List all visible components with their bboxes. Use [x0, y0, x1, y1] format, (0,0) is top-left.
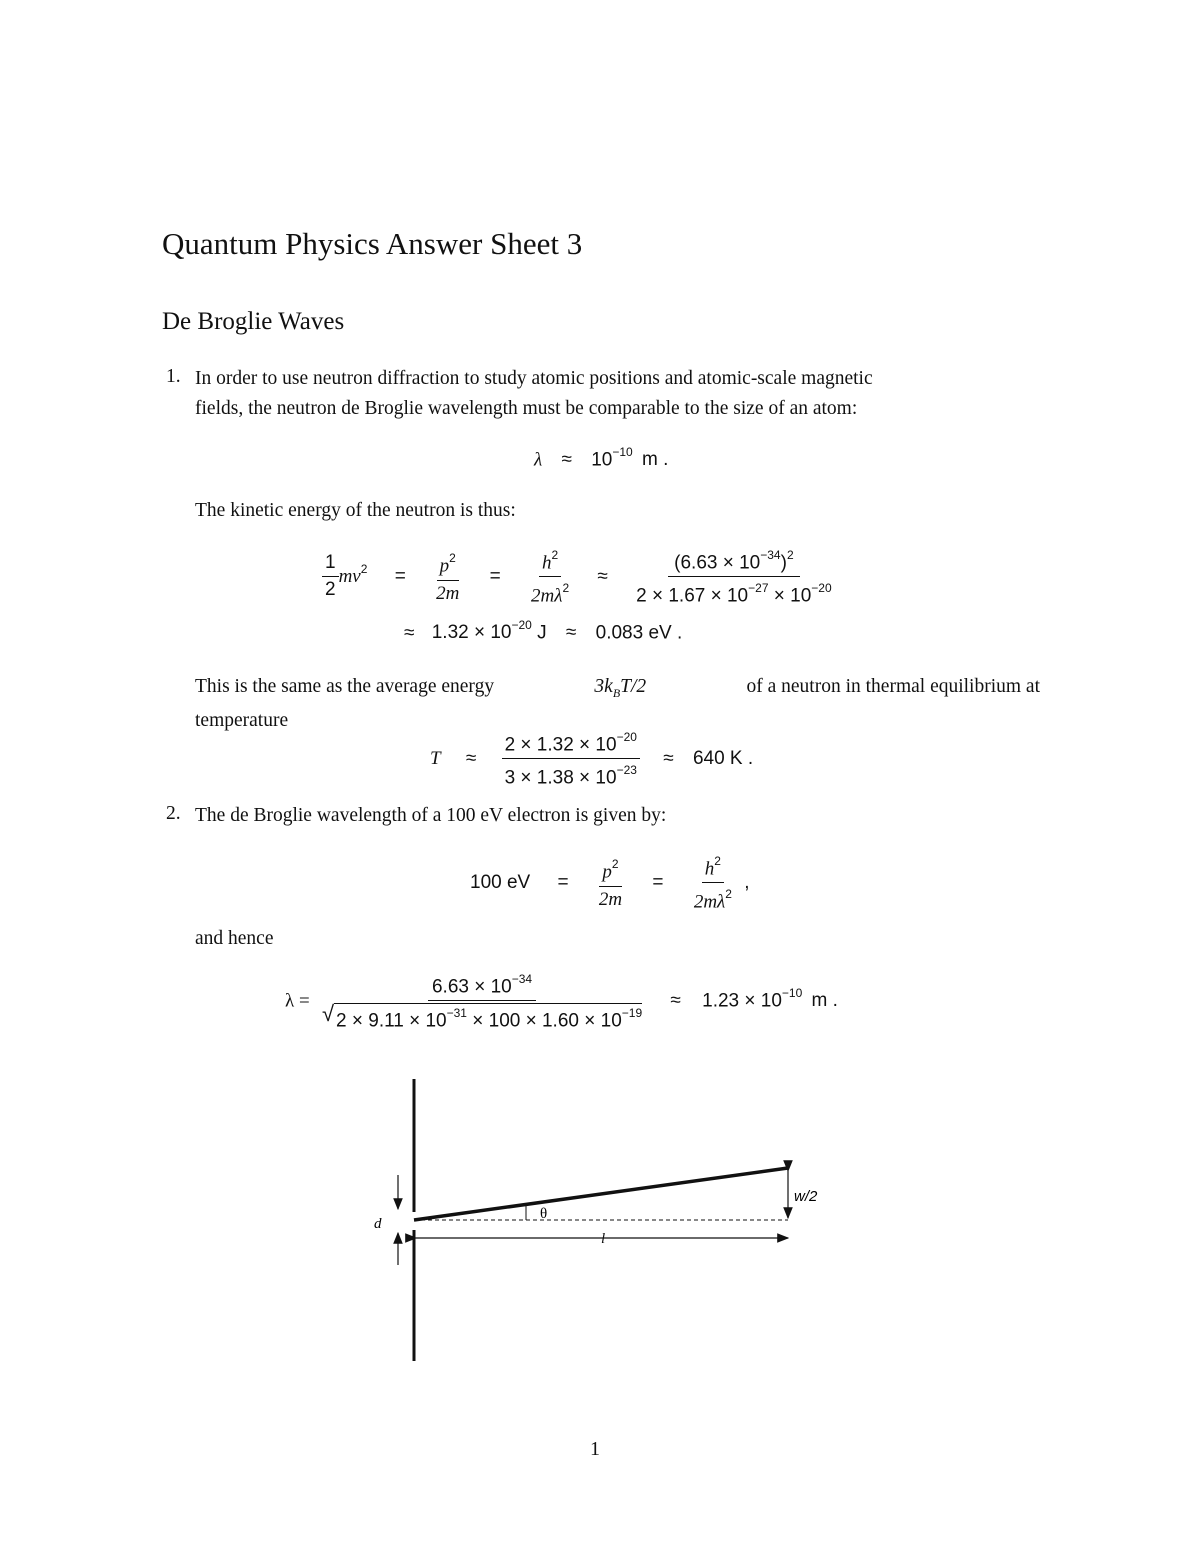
energy: 100 eV	[470, 871, 531, 893]
approx-sign: ≈	[663, 747, 674, 769]
exponent: 2	[551, 548, 559, 562]
denom-b: × 10	[768, 585, 812, 607]
exponent: 2	[714, 854, 721, 868]
label-w2: w/2	[794, 1188, 818, 1205]
denominator: 2m	[598, 888, 623, 910]
exponent: −20	[616, 730, 637, 744]
comma: ,	[744, 871, 750, 893]
electron-lambda-equation	[285, 970, 838, 1033]
item1-line2: fields, the neutron de Broglie wavelength must be comparable to the size of an atom:	[195, 398, 858, 419]
lambda-symbol: λ	[534, 449, 543, 471]
temp-fraction	[502, 728, 640, 790]
ke-intro: The kinetic energy of the neutron is thus:	[195, 500, 516, 521]
exponent: 2	[611, 857, 619, 872]
item1-paragraph	[195, 364, 1045, 424]
num: 6.63 × 10	[431, 976, 512, 998]
exponent: 2	[449, 551, 456, 566]
exponent: −10	[612, 445, 633, 459]
and-hence: and hence	[195, 928, 274, 949]
math: 3k	[594, 676, 613, 697]
exponent: 2	[786, 548, 794, 562]
denom-a: 2 × 1.67 × 10	[636, 585, 749, 607]
ke-equation	[322, 546, 835, 608]
text: of a neutron in thermal equilibrium at	[746, 676, 1040, 697]
lambda-fraction	[319, 970, 645, 1033]
exponent: −23	[616, 763, 637, 778]
num: 2 × 1.32 × 10	[504, 734, 617, 756]
equals-sign: =	[652, 871, 664, 893]
p: p	[439, 555, 450, 577]
exponent: −34	[760, 548, 781, 562]
sqrt-icon: √	[321, 1001, 335, 1027]
unit: J	[531, 622, 547, 644]
approx-sign: ≈	[670, 990, 681, 1012]
item1-line1: In order to use neutron diffraction to study atomic positions and atomic-scale magnetic	[195, 368, 873, 389]
section-heading: De Broglie Waves	[162, 308, 345, 335]
p-over-2m	[596, 855, 625, 910]
h: h	[541, 552, 552, 574]
base: 10	[591, 449, 613, 471]
mv: mv	[338, 565, 361, 587]
den-a: 2 × 9.11 × 10	[336, 1010, 447, 1032]
label-theta: θ	[540, 1206, 548, 1222]
exponent: −20	[511, 618, 532, 632]
item2-line1: The de Broglie wavelength of a 100 eV electron is given by:	[195, 805, 667, 826]
ev-value: 0.083 eV .	[595, 622, 683, 644]
single-slit-diagram	[360, 1075, 840, 1370]
value: 1.32 × 10	[431, 622, 512, 644]
p: p	[602, 861, 612, 883]
denominator: 2mλ	[693, 891, 726, 913]
half-fraction	[322, 552, 339, 601]
exponent: −27	[748, 581, 769, 596]
exponent: −34	[511, 972, 533, 986]
den-b: × 100 × 1.60 × 10	[466, 1010, 622, 1032]
den: 3 × 1.38 × 10	[504, 767, 617, 789]
exponent: −31	[446, 1006, 467, 1021]
denominator: 2m	[436, 582, 460, 604]
denominator: 2	[325, 579, 336, 601]
exponent: 2	[360, 561, 368, 576]
ke-result	[404, 620, 682, 644]
sqrt-content	[334, 1003, 642, 1032]
approx-sign: ≈	[561, 449, 572, 471]
result: 1.23 × 10	[702, 990, 782, 1012]
approx-sign: ≈	[404, 622, 415, 644]
T: T	[430, 747, 441, 769]
unit: m .	[642, 449, 669, 471]
equals-sign: =	[557, 871, 569, 893]
exponent: −19	[621, 1006, 643, 1021]
temperature-equation	[430, 728, 753, 790]
exponent: −10	[781, 986, 803, 1001]
page-title: Quantum Physics Answer Sheet 3	[162, 226, 583, 261]
thermal-line2: temperature	[195, 709, 289, 731]
lambda-equation	[534, 447, 668, 471]
approx-sign: ≈	[465, 747, 477, 769]
thermal-paragraph	[195, 672, 1040, 736]
numerator: 1	[322, 552, 339, 577]
equals-sign: =	[394, 565, 406, 587]
denominator: 2mλ	[531, 585, 563, 607]
exponent: 2	[725, 887, 732, 902]
label-d: d	[374, 1216, 382, 1232]
label-l: l	[601, 1231, 606, 1247]
exponent: −20	[811, 581, 832, 596]
approx-sign: ≈	[597, 565, 608, 587]
item-number-1: 1.	[166, 366, 181, 387]
numer-b: )	[780, 552, 787, 574]
thermal-line1	[195, 672, 1040, 708]
numeric-fraction	[633, 546, 835, 608]
approx-sign: ≈	[565, 622, 577, 644]
unit: m .	[811, 990, 838, 1012]
h: h	[704, 858, 715, 880]
math: T/2	[620, 676, 647, 697]
exponent: 2	[562, 581, 570, 596]
p-over-2m	[433, 549, 462, 604]
subscript: B	[612, 685, 621, 700]
page-number: 1	[590, 1438, 600, 1460]
text: This is the same as the average energy	[195, 676, 495, 697]
h-over-2mlambda	[691, 852, 735, 914]
diffracted-ray	[414, 1168, 788, 1220]
electron-energy-equation	[470, 852, 750, 914]
item-number-2: 2.	[166, 803, 181, 824]
lhs: λ =	[285, 990, 310, 1012]
numer-a: (6.63 × 10	[674, 552, 761, 574]
h-over-2mlambda	[528, 546, 572, 608]
equals-sign: =	[489, 565, 501, 587]
result: 640 K .	[692, 747, 754, 769]
